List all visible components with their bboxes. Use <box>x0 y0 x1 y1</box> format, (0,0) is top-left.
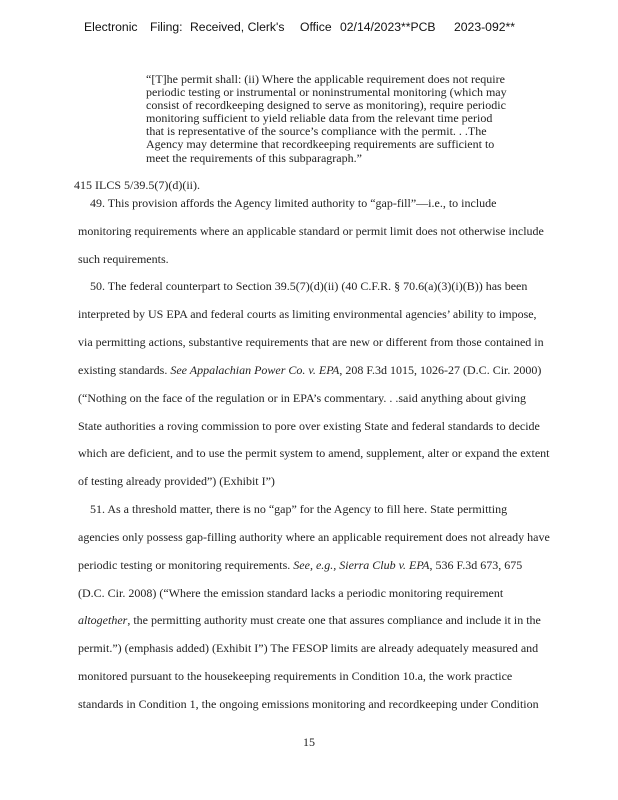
paragraph-51-line: monitored pursuant to the housekeeping requirements in Condition 10.a, the work practice <box>78 669 513 683</box>
quote-line: periodic testing or instrumental or noninstrumental monitoring (which may <box>146 85 507 100</box>
quote-line: Agency may determine that recordkeeping requirements are sufficient to <box>146 137 495 152</box>
paragraph-49-line: such requirements. <box>78 252 169 266</box>
paragraph-50-line: interpreted by US EPA and federal courts as limiting environmental agencies’ ability to impose, <box>78 307 537 321</box>
paragraph-51-line: (D.C. Cir. 2008) (“Where the emission standard lacks a periodic monitoring requirement <box>78 586 504 600</box>
paragraph-49-line: monitoring requirements where an applicable standard or permit limit does not otherwise include <box>78 224 544 238</box>
header-received: Received, Clerk's <box>190 20 285 34</box>
paragraph-50-line: (“Nothing on the face of the regulation or in EPA’s commentary. . .said anything about giving <box>78 391 527 405</box>
paragraph-51-line <box>78 558 522 573</box>
paragraph-51-line: permit.”) (emphasis added) (Exhibit I”) The FESOP limits are already adequately measured and <box>78 641 539 655</box>
paragraph-50-line: State authorities a roving commission to pore over existing State and federal standards to decide <box>78 419 540 433</box>
paragraph-50-line: via permitting actions, substantive requirements that are new or different from those contained in <box>78 335 544 349</box>
text-run: , 536 F.3d 673, 675 <box>429 558 523 572</box>
quote-line: that is representative of the source’s compliance with the permit. . .The <box>146 124 487 139</box>
text-run: , 208 F.3d 1015, 1026-27 (D.C. Cir. 2000) <box>339 363 542 377</box>
emphasis-text: altogether <box>78 613 128 627</box>
block-quote <box>146 73 556 165</box>
paragraph-49-line: 49. This provision affords the Agency limited authority to “gap-fill”—i.e., to include <box>90 196 497 210</box>
text-run: existing standards. <box>78 363 168 377</box>
paragraph-51-line: agencies only possess gap-filling authority where an applicable requirement does not already have <box>78 530 550 544</box>
header-docket: 2023-092** <box>454 20 515 34</box>
text-run: , the permitting authority must create one that assures compliance and include it in the <box>127 613 541 627</box>
quote-line: meet the requirements of this subparagraph.” <box>146 150 362 165</box>
paragraph-50-line: which are deficient, and to use the permit system to amend, supplement, alter or expand the extent <box>78 446 550 460</box>
paragraph-51-line: 51. As a threshold matter, there is no “gap” for the Agency to fill here. State permitting <box>90 502 508 516</box>
quote-line: consist of recordkeeping designed to serve as monitoring), require periodic <box>146 98 506 113</box>
page-number: 15 <box>303 735 315 749</box>
header-office: Office <box>300 20 332 34</box>
header-date: 02/14/2023**PCB <box>340 20 436 34</box>
header-electronic: Electronic <box>84 20 138 34</box>
paragraph-50-line: 50. The federal counterpart to Section 39.5(7)(d)(ii) (40 C.F.R. § 70.6(a)(3)(i)(B)) has been <box>90 279 528 293</box>
quote-line: “[T]he permit shall: (ii) Where the applicable requirement does not require <box>146 72 505 86</box>
paragraph-51-line <box>78 613 541 628</box>
paragraph-50-line <box>78 363 541 378</box>
case-citation: See, e.g., Sierra Club v. EPA <box>293 558 430 572</box>
case-citation: See Appalachian Power Co. v. EPA <box>170 363 340 377</box>
paragraph-51-line: standards in Condition 1, the ongoing emissions monitoring and recordkeeping under Condition <box>78 697 539 711</box>
header-filing: Filing: <box>150 20 183 34</box>
quote-line: monitoring sufficient to yield reliable data from the relevant time period <box>146 111 493 126</box>
paragraph-50-line: of testing already provided”) (Exhibit I”) <box>78 474 275 488</box>
text-run: periodic testing or monitoring requirements. <box>78 558 291 572</box>
statute-citation: 415 ILCS 5/39.5(7)(d)(ii). <box>74 178 200 192</box>
